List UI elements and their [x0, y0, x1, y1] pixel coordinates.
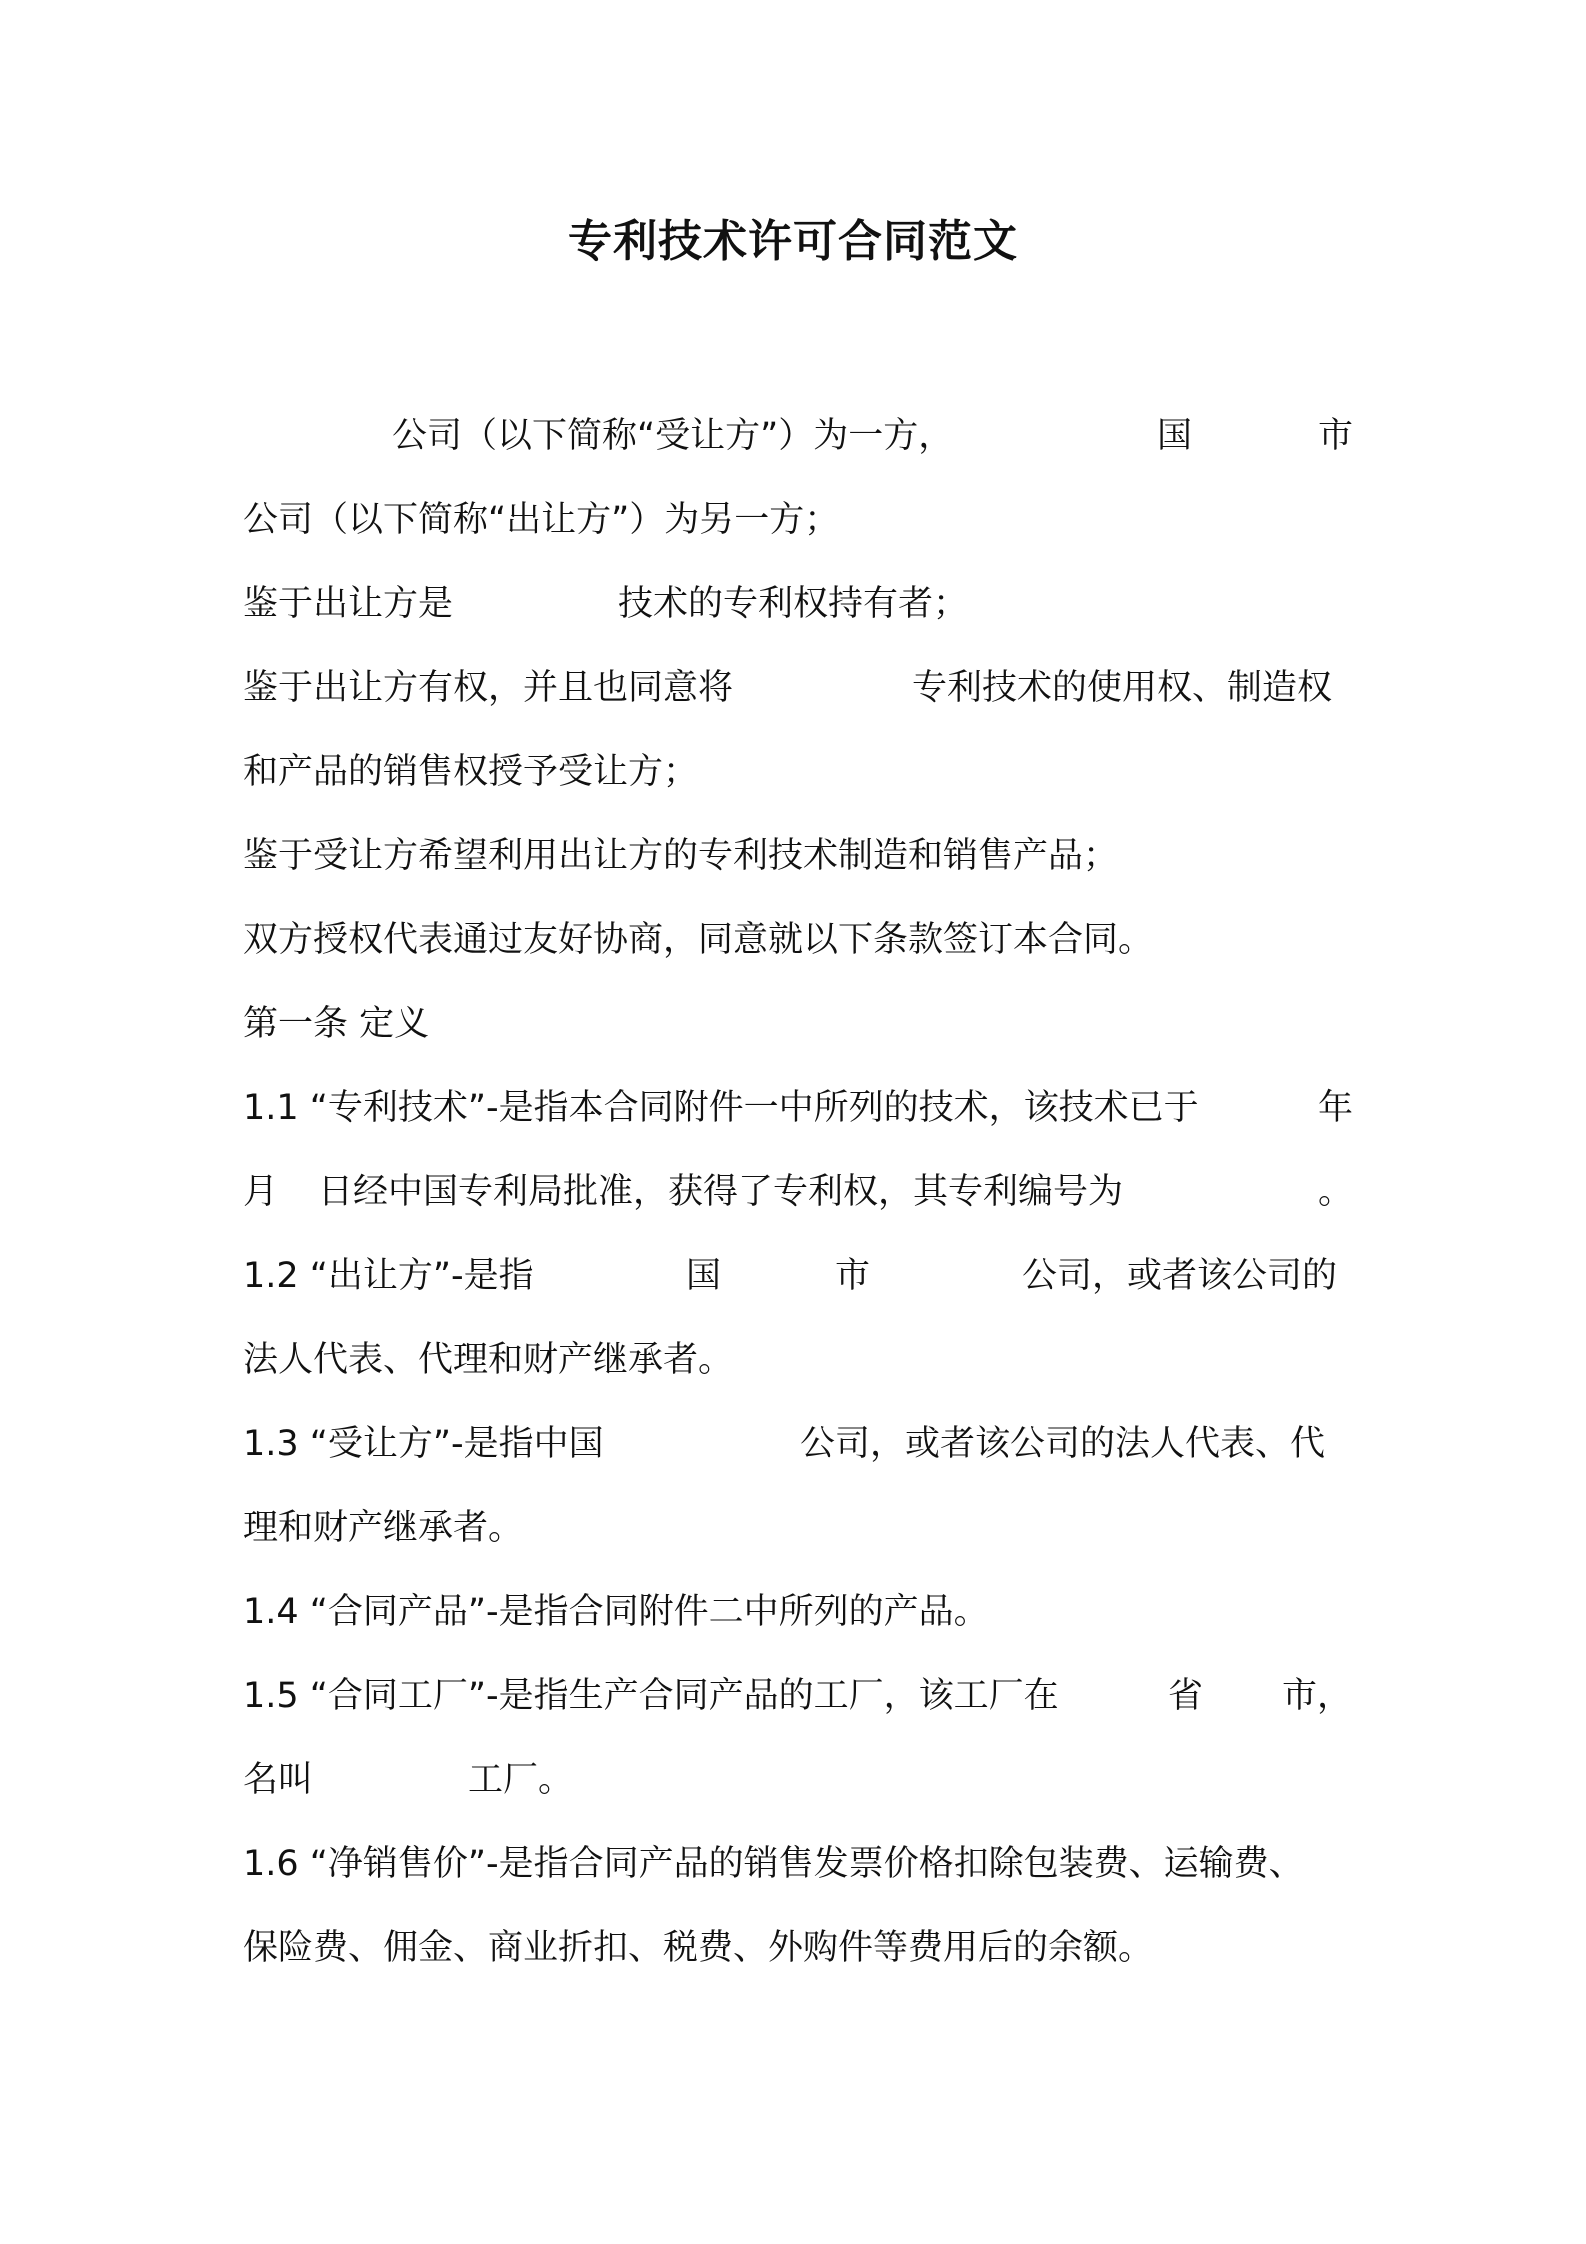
intro-line-7-text: 双方授权代表通过友好协商，同意就以下条款签订本合同。	[243, 920, 1154, 960]
intro-line-3-b: 技术的专利权持有者；	[618, 584, 969, 624]
clause-1-3-continuation: 理和财产继承者。	[243, 1508, 524, 1548]
clause-1-3-company: 公司，或者该公司的法人代表、代	[800, 1424, 1326, 1464]
intro-line-3	[0, 580, 1586, 628]
clause-1-2-line-2	[243, 1336, 733, 1384]
clause-1-2-city: 市	[835, 1256, 871, 1296]
clause-1-5-line-1	[0, 1672, 1586, 1720]
clause-1-2-text: 1.2 “出让方”-是指	[243, 1256, 534, 1296]
clause-1-1-period: 。	[1318, 1172, 1354, 1212]
intro-line-4	[0, 664, 1586, 712]
intro-line-1-country: 国	[1157, 416, 1193, 456]
intro-line-1-city: 市	[1318, 416, 1354, 456]
clause-1-6-text: 1.6 “净销售价”-是指合同产品的销售发票价格扣除包装费、运输费、	[243, 1844, 1304, 1884]
clause-1-5-factory: 工厂。	[468, 1760, 574, 1800]
document-title: 专利技术许可合同范文	[568, 216, 1018, 267]
intro-line-4-b: 专利技术的使用权、制造权	[912, 668, 1333, 708]
clause-1-2-continuation: 法人代表、代理和财产继承者。	[243, 1340, 734, 1380]
clause-1-1-line-1	[0, 1084, 1586, 1132]
intro-line-5	[243, 748, 698, 796]
intro-line-4-a: 鉴于出让方有权，并且也同意将	[243, 668, 734, 708]
clause-1-3-line-1	[0, 1420, 1586, 1468]
intro-line-3-a: 鉴于出让方是	[243, 584, 454, 624]
clause-1-5-line-2	[0, 1756, 1586, 1804]
clause-1-1-text: 1.1 “专利技术”-是指本合同附件一中所列的技术，该技术已于	[243, 1088, 1199, 1128]
clause-1-2-company: 公司，或者该公司的	[1022, 1256, 1338, 1296]
intro-line-1-text: 公司（以下简称“受让方”）为一方，	[392, 416, 954, 456]
clause-1-6-line-1	[243, 1840, 1304, 1888]
intro-line-2-text: 公司（以下简称“出让方”）为另一方；	[243, 500, 840, 540]
clause-1-1-line-2	[0, 1168, 1586, 1216]
article-1-heading-text: 第一条 定义	[243, 1004, 430, 1044]
clause-1-1-month: 月	[243, 1172, 279, 1212]
clause-1-5-province: 省	[1168, 1676, 1204, 1716]
clause-1-6-line-2	[243, 1924, 1153, 1972]
clause-1-2-line-1	[0, 1252, 1586, 1300]
intro-line-6	[243, 832, 1118, 880]
clause-1-2-country: 国	[686, 1256, 722, 1296]
clause-1-3-text: 1.3 “受让方”-是指中国	[243, 1424, 604, 1464]
intro-line-1	[0, 412, 1586, 460]
intro-line-7	[243, 916, 1153, 964]
clause-1-5-text: 1.5 “合同工厂”-是指生产合同产品的工厂，该工厂在	[243, 1676, 1059, 1716]
clause-1-4	[243, 1588, 989, 1636]
clause-1-3-line-2	[243, 1504, 523, 1552]
article-1-heading	[243, 1000, 429, 1048]
clause-1-5-city: 市，	[1282, 1676, 1353, 1716]
intro-line-2	[243, 496, 839, 544]
clause-1-1-day-text: 日经中国专利局批准，获得了专利权，其专利编号为	[318, 1172, 1124, 1212]
clause-1-1-year: 年	[1318, 1088, 1354, 1128]
clause-1-4-text: 1.4 “合同产品”-是指合同附件二中所列的产品。	[243, 1592, 989, 1632]
intro-line-6-text: 鉴于受让方希望利用出让方的专利技术制造和销售产品；	[243, 836, 1119, 876]
clause-1-6-continuation: 保险费、佣金、商业折扣、税费、外购件等费用后的余额。	[243, 1928, 1154, 1968]
clause-1-5-name-label: 名叫	[243, 1760, 314, 1800]
intro-line-5-text: 和产品的销售权授予受让方；	[243, 752, 699, 792]
